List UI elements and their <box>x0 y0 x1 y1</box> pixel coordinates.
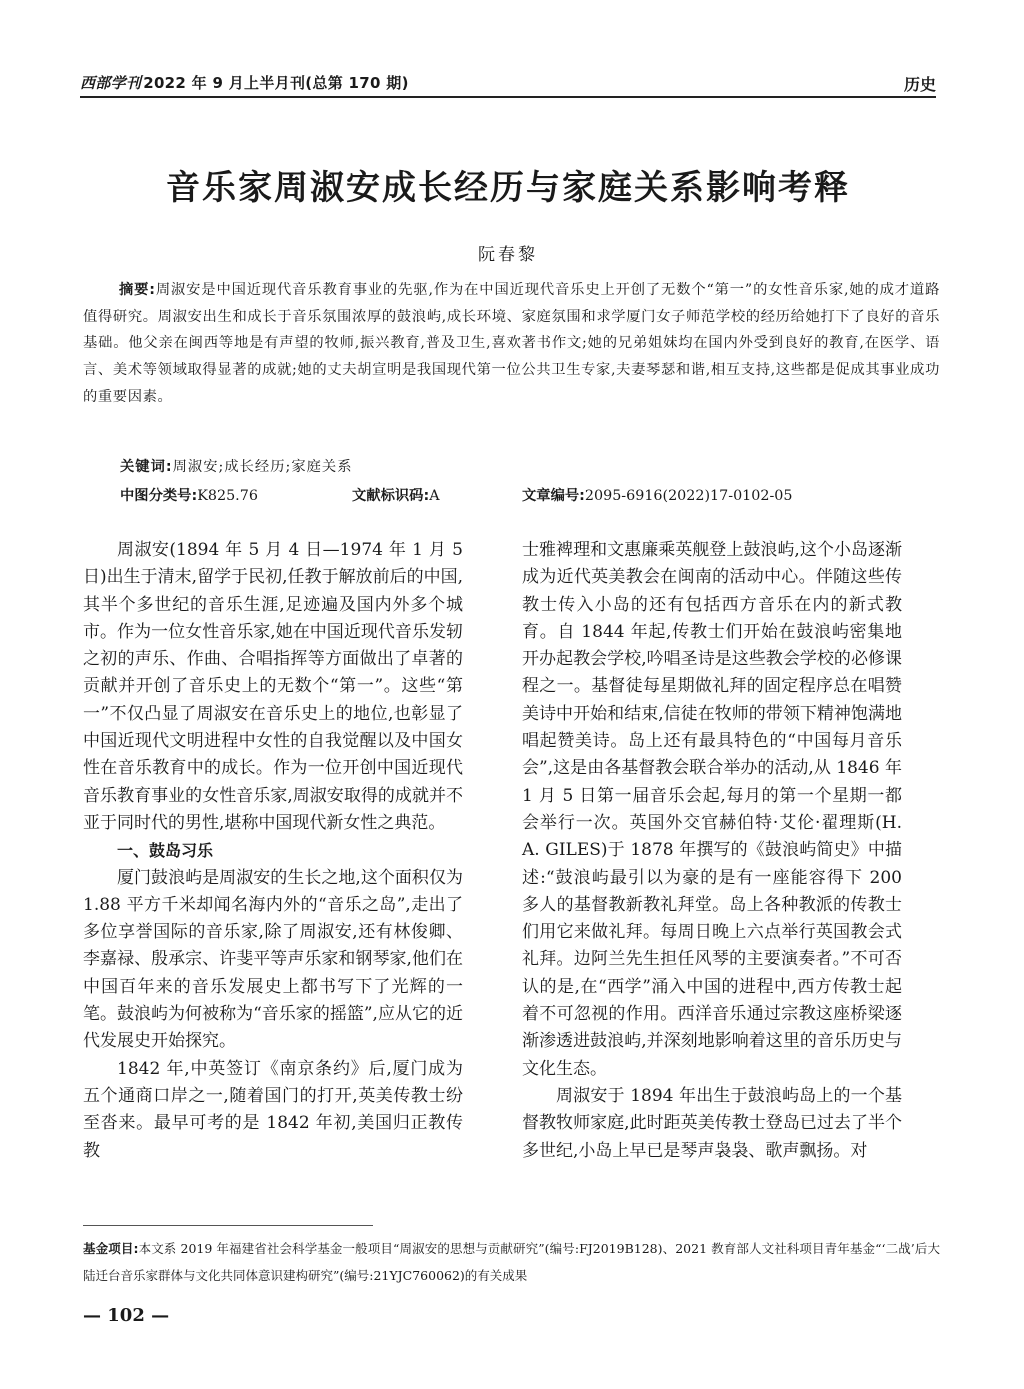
keywords <box>120 456 353 476</box>
article-author: 阮春黎 <box>478 245 538 265</box>
article-title: 音乐家周淑安成长经历与家庭关系影响考释 <box>166 168 850 208</box>
clc-field <box>120 485 258 505</box>
funding-label: 基金项目: <box>83 1241 139 1256</box>
body-column-right <box>522 537 902 1165</box>
section-label: 历史 <box>903 75 936 94</box>
abstract-text: 周淑安是中国近现代音乐教育事业的先驱,作为在中国近现代音乐史上开创了无数个“第一”的女性音乐家,她的成才道路值得研究。周淑安出生和成长于音乐氛围浓厚的鼓浪屿,成长环境、家庭氛围和求学厦门女子师范学校的经历给她打下了良好的音乐基础。他父亲在闽西等地是有声望的牧师,振兴教育,普及卫生,喜欢著书作文;她的兄弟姐妹均在国内外受到良好的教育,在医学、语言、美术等领域取得显著的成就;她的丈夫胡宣明是我国现代第一位公共卫生专家,夫妻琴瑟和谐,相互支持,这些都是促成其事业成功的重要因素。 <box>83 282 940 405</box>
footnote-divider <box>83 1225 373 1226</box>
doc-code-field <box>352 485 440 505</box>
abstract <box>83 277 940 411</box>
funding-footnote <box>83 1235 940 1289</box>
doc-code-label: 文献标识码: <box>352 488 430 504</box>
body-paragraph: 厦门鼓浪屿是周淑安的生长之地,这个面积仅为 1.88 平方千米却闻名海内外的“音乐之岛”,走出了多位享誉国际的音乐家,除了周淑安,还有林俊卿、李嘉禄、殷承宗、许斐平等声乐家和钢琴家,他们在中国百年来的音乐发展史上都书写下了光辉的一笔。鼓浪屿为何被称为“音乐家的摇篮”,应从它的近代发展史开始探究。 <box>83 867 463 1052</box>
clc-label: 中图分类号: <box>120 488 198 504</box>
doc-code-value: A <box>429 488 440 504</box>
article-number-label: 文章编号: <box>522 488 585 504</box>
keywords-text: 周淑安;成长经历;家庭关系 <box>172 459 353 475</box>
journal-issue-info <box>80 72 409 93</box>
body-column-left <box>83 537 463 1165</box>
section-heading: 一、鼓岛习乐 <box>117 841 214 861</box>
page-number: — 102 — <box>83 1305 170 1326</box>
body-paragraph: 1842 年,中英签订《南京条约》后,厦门成为五个通商口岸之一,随着国门的打开,英美传教士纷至沓来。最早可考的是 1842 年初,美国归正教传教 <box>83 1058 463 1161</box>
running-header <box>80 72 936 98</box>
article-number-value: 2095-6916(2022)17-0102-05 <box>584 488 793 504</box>
funding-text: 本文系 2019 年福建省社会科学基金一般项目“周淑安的思想与贡献研究”(编号:FJ2019B128)、2021 教育部人文社科项目青年基金“‘二战’后大陆迁台音乐家群体与文化共同体意识建构研究”(编号:21YJC760062)的有关成果 <box>83 1241 941 1283</box>
abstract-label: 摘要: <box>119 282 156 298</box>
keywords-label: 关键词: <box>120 459 173 475</box>
journal-issue: 2022 年 9 月上半月刊(总第 170 期) <box>143 74 409 92</box>
body-paragraph: 周淑安于 1894 年出生于鼓浪屿岛上的一个基督教牧师家庭,此时距英美传教士登岛已过去了半个多世纪,小岛上早已是琴声袅袅、歌声飘扬。对 <box>522 1085 902 1161</box>
body-paragraph: 周淑安(1894 年 5 月 4 日—1974 年 1 月 5 日)出生于清末,留学于民初,任教于解放前后的中国,其半个多世纪的音乐生涯,足迹遍及国内外多个城市。作为一位女性音乐家,她在中国近现代音乐发轫之初的声乐、作曲、合唱指挥等方面做出了卓著的贡献并开创了音乐史上的无数个“第一”。这些“第一”不仅凸显了周淑安在音乐史上的地位,也彰显了中国近现代文明进程中女性的自我觉醒以及中国女性在音乐教育中的成长。作为一位开创中国近现代音乐教育事业的女性音乐家,周淑安取得的成就并不亚于同时代的男性,堪称中国现代新女性之典范。 <box>83 540 463 833</box>
body-paragraph: 士雅裨理和文惠廉乘英舰登上鼓浪屿,这个小岛逐渐成为近代英美教会在闽南的活动中心。伴随这些传教士传入小岛的还有包括西方音乐在内的新式教育。自 1844 年起,传教士们开始在鼓浪屿密集地开办起教会学校,吟唱圣诗是这些教会学校的必修课程之一。基督徒每星期做礼拜的固定程序总在唱赞美诗中开始和结束,信徒在牧师的带领下精神饱满地唱起赞美诗。岛上还有最具特色的“中国每月音乐会”,这是由各基督教会联合举办的活动,从 1846 年 1 月 5 日第一届音乐会起,每月的第一个星期一都会举行一次。英国外交官赫伯特·艾伦·翟理斯(H. A. GILES)于 1878 年撰写的《鼓浪屿简史》中描述:“鼓浪屿最引以为豪的是有一座能容得下 200 多人的基督教新教礼拜堂。岛上各种教派的传教士们用它来做礼拜。每周日晚上六点举行英国教会式礼拜。边阿兰先生担任风琴的主要演奏者。”不可否认的是,在“西学”涌入中国的进程中,西方传教士起着不可忽视的作用。西洋音乐通过宗教这座桥梁逐渐渗透进鼓浪屿,并深刻地影响着这里的音乐历史与文化生态。 <box>522 540 902 1079</box>
journal-logo: 西部学刊 <box>80 74 142 92</box>
classification-row <box>120 485 940 505</box>
article-number-field <box>522 485 792 505</box>
clc-value: K825.76 <box>197 488 258 504</box>
